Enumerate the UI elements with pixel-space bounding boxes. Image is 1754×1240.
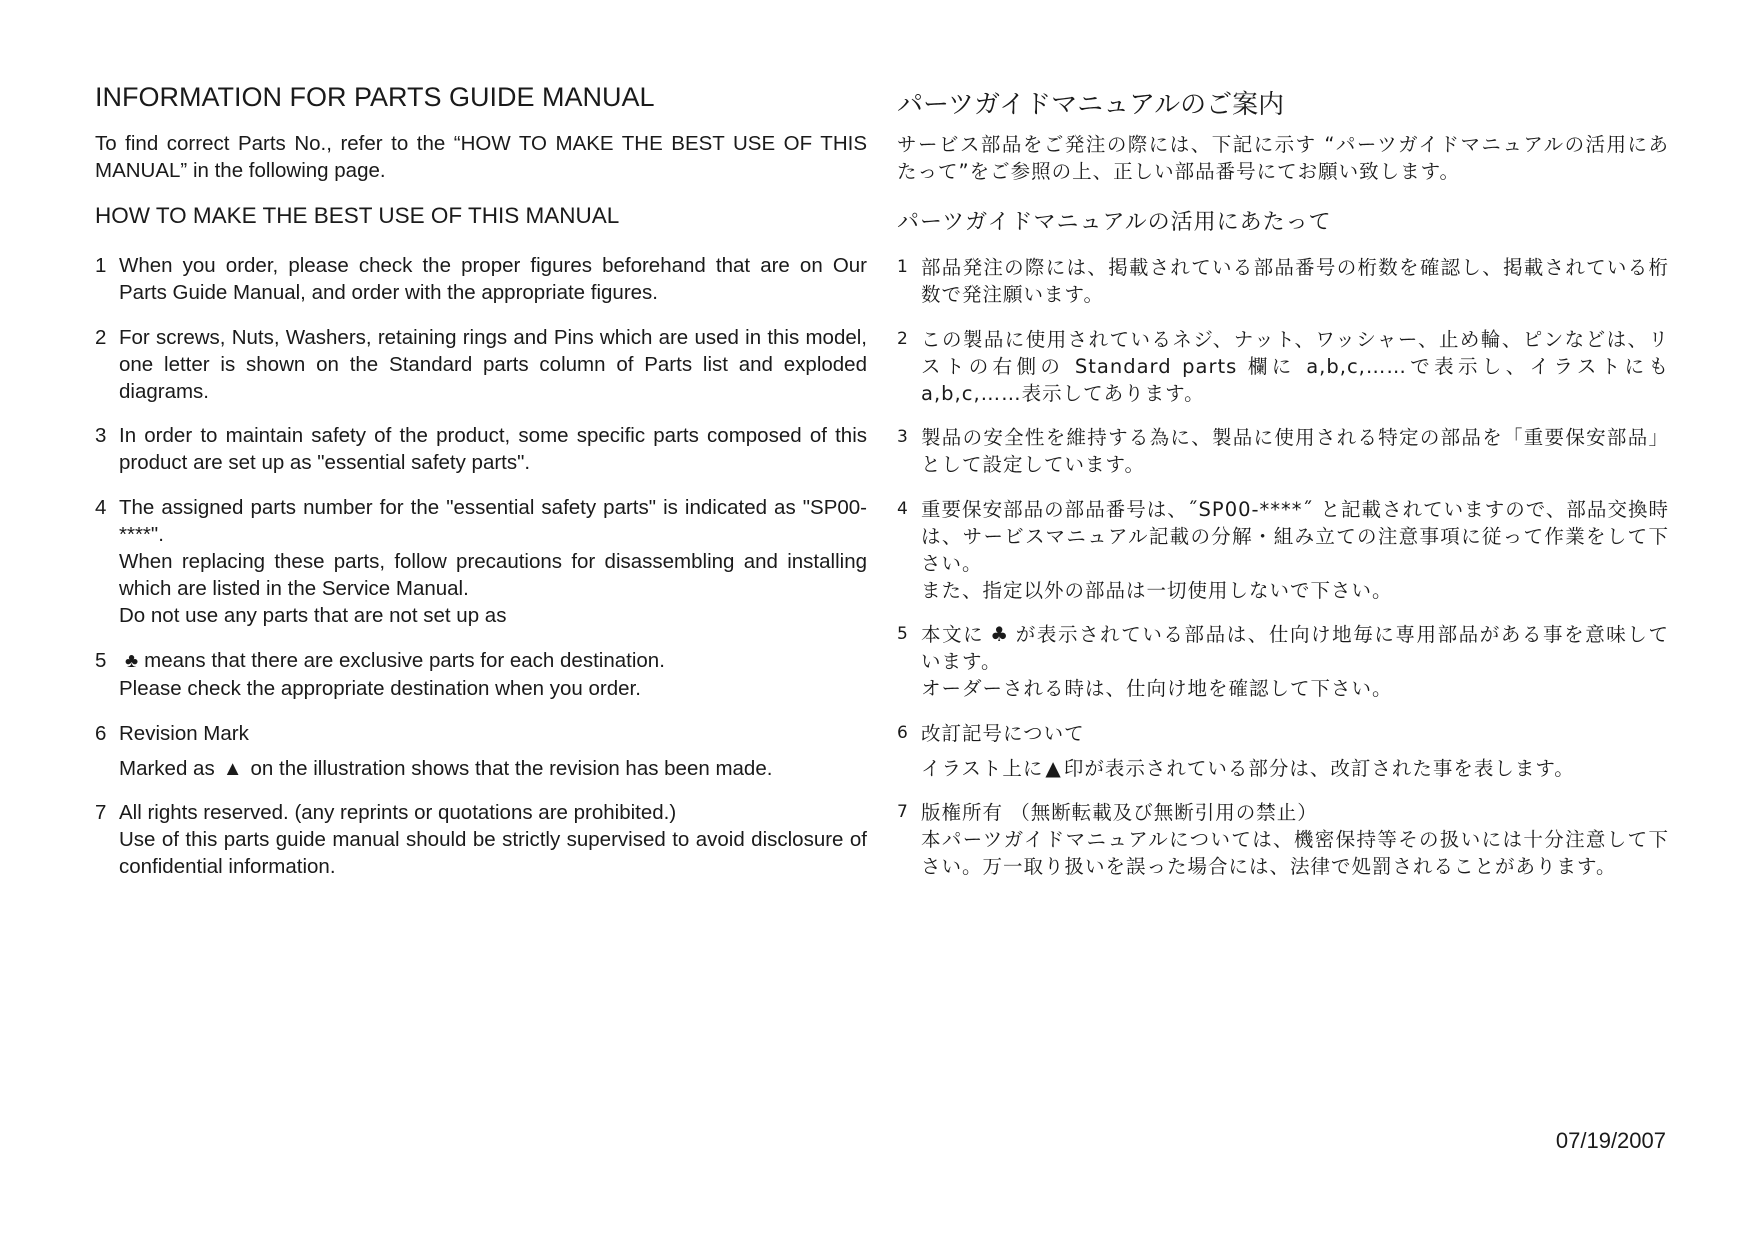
section-heading-en: HOW TO MAKE THE BEST USE OF THIS MANUAL [95,203,620,228]
intro-en: To find correct Parts No., refer to the “HOW TO MAKE THE BEST USE OF THIS MANUAL” in the following page. [95,132,867,182]
item-number: 2 [897,329,908,349]
page-title-en: INFORMATION FOR PARTS GUIDE MANUAL [95,82,655,112]
list-item-en-6 [95,720,867,783]
item-number: 2 [95,326,107,349]
item-number: 3 [897,427,908,447]
item-text: In order to maintain safety of the product, some specific parts composed of this product are set up as "essential safety parts". [119,424,867,474]
item-text-before: Marked as [119,757,215,780]
item-text-line-2: Please check the appropriate destination when you order. [119,677,641,700]
list-item-ja-2 [897,326,1669,407]
item-text-after: が表示されている部品は、仕向け地毎に専用部品がある事を意味しています。 [921,623,1669,673]
item-text-line-1: 重要保安部品の部品番号は、˝SP00-****˝ と記載されていますので、部品交換時は、サービスマニュアル記載の分解・組み立ての注意事項に従って作業をして下さい。 [921,498,1669,575]
page-title-ja: パーツガイドマニュアルのご案内 [897,90,1285,120]
list-item-ja-6 [897,720,1669,782]
list-item-en-1 [95,252,867,306]
list-item-ja-5 [897,621,1669,702]
item-text-line-3: Do not use any parts that are not set up as [119,604,507,627]
triangle-icon: ▲ [222,758,243,780]
triangle-icon: ▲ [1045,756,1062,780]
list-item-ja-4 [897,496,1669,604]
item-text: 部品発注の際には、掲載されている部品番号の桁数を確認し、掲載されている桁数で発注願います。 [921,256,1669,306]
item-text-after: 印が表示されている部分は、改訂された事を表します。 [1063,757,1575,780]
item-text-line-2: また、指定以外の部品は一切使用しないで下さい。 [921,579,1393,602]
item-number: 5 [95,649,107,672]
section-heading-ja: パーツガイドマニュアルの活用にあたって [897,210,1332,235]
item-label: 改訂記号について [921,722,1085,745]
item-number: 3 [95,424,107,447]
item-text-before: 本文に [921,623,985,646]
item-text-line-1: The assigned parts number for the "essential safety parts" is indicated as "SP00-****". [119,496,867,546]
list-item-ja-3 [897,424,1669,478]
item-number: 6 [897,723,908,743]
item-text: For screws, Nuts, Washers, retaining rings and Pins which are used in this model, one letter is shown on the Standard parts column of Parts list and exploded diagrams. [119,326,867,403]
item-number: 6 [95,722,107,745]
item-text-line-1: means that there are exclusive parts for each destination. [144,649,665,672]
item-text: 製品の安全性を維持する為に、製品に使用される特定の部品を「重要保安部品」として設定しています。 [921,426,1669,476]
item-text-line-2: When replacing these parts, follow precautions for disassembling and installing which are listed in the Service Manual. [119,550,867,600]
item-text-line-2: 本パーツガイドマニュアルについては、機密保持等その扱いには十分注意して下さい。万一取り扱いを誤った場合には、法律で処罰されることがあります。 [921,828,1669,878]
list-item-en-4 [95,494,867,629]
item-number: 4 [897,499,908,519]
item-text-line-2: Use of this parts guide manual should be strictly supervised to avoid disclosure of confidential information. [119,828,867,878]
item-text: When you order, please check the proper figures beforehand that are on Our Parts Guide Manual, and order with the appropriate figures. [119,254,867,304]
list-item-en-5 [95,647,867,702]
intro-ja: サービス部品をご発注の際には、下記に示す “パーツガイドマニュアルの活用にあたって”をご参照の上、正しい部品番号にてお願い致します。 [897,133,1669,183]
club-icon: ♣ [125,650,139,672]
item-number: 1 [95,254,107,277]
item-text-line-2: オーダーされる時は、仕向け地を確認して下さい。 [921,677,1393,700]
list-item-en-7 [95,799,867,880]
list-item-ja-7 [897,799,1669,880]
list-item-en-3 [95,422,867,476]
item-label: Revision Mark [119,722,249,745]
item-text-line-1: 版権所有 （無断転載及び無断引用の禁止） [921,801,1318,824]
item-text-before: イラスト上に [921,757,1044,780]
club-icon: ♣ [990,622,1010,646]
item-number: 7 [897,802,908,822]
document-date: 07/19/2007 [1555,1128,1666,1153]
item-text-after: on the illustration shows that the revision has been made. [250,757,773,780]
list-item-en-2 [95,324,867,405]
list-item-ja-1 [897,254,1669,308]
item-number: 7 [95,801,107,824]
item-number: 4 [95,496,107,519]
item-number: 1 [897,257,908,277]
item-number: 5 [897,624,908,644]
item-text: この製品に使用されているネジ、ナット、ワッシャー、止め輪、ピンなどは、リストの右側の Standard parts 欄に a,b,c,……で表示し、イラストにも a,b,c,……表示してあります。 [921,328,1669,405]
item-text-line-1: All rights reserved. (any reprints or quotations are prohibited.) [119,801,677,824]
